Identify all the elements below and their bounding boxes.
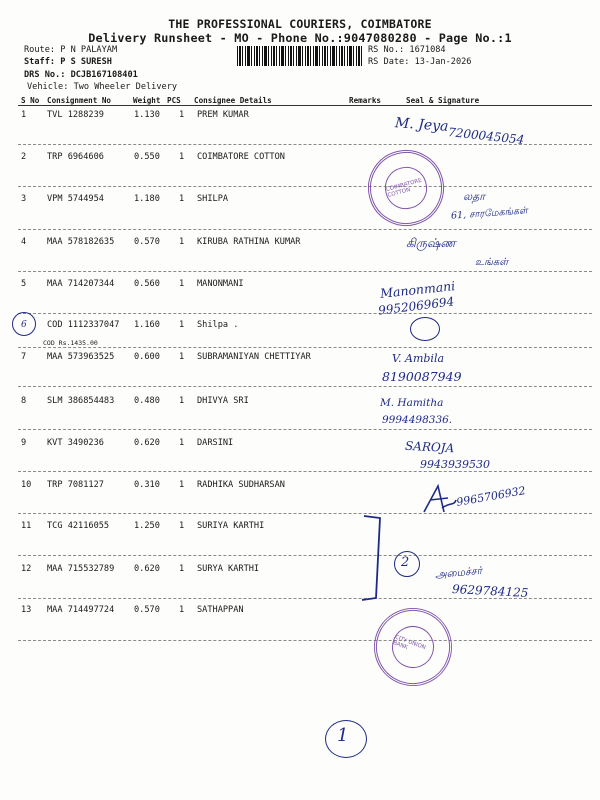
- col-seal: Seal & Signature: [406, 96, 480, 105]
- row6-initial-mark: [410, 317, 440, 341]
- signature-row5-name: Manonmani: [379, 278, 456, 301]
- signature-row10-scribble: [420, 482, 460, 516]
- row-pcs: 1: [179, 521, 185, 531]
- row-weight: 0.550: [134, 152, 160, 162]
- row-consignment: TRP 7081127: [47, 480, 104, 490]
- row-pcs: 1: [179, 320, 185, 330]
- signature-row4-name: கிருஷ்ண: [406, 236, 456, 250]
- row-consignee: RADHIKA SUDHARSAN: [197, 480, 285, 490]
- row-weight: 0.560: [134, 279, 160, 289]
- row-consignee: SATHAPPAN: [197, 605, 244, 615]
- row-consignee: DHIVYA SRI: [197, 396, 249, 406]
- row-consignment: MAA 714497724: [47, 605, 115, 615]
- row6-circle-mark: [12, 312, 36, 336]
- signature-row1-name: M. Jeya: [394, 115, 449, 135]
- stamp-inner-ring: [386, 620, 440, 674]
- signature-row9-name: SAROJA: [404, 438, 455, 456]
- col-sno: S No: [21, 96, 40, 105]
- staff-label: Staff: P S SURESH: [24, 57, 112, 67]
- row-consignment: TVL 1288239: [47, 110, 104, 120]
- row-sno: 7: [21, 352, 27, 362]
- row-consignment: SLM 386854483: [47, 396, 115, 406]
- row-consignee: SURIYA KARTHI: [197, 521, 265, 531]
- row-sno: 9: [21, 438, 27, 448]
- row-consignee: SURYA KARTHI: [197, 564, 260, 574]
- row-sno: 8: [21, 396, 27, 406]
- stamp-text: COIMBATORE COTTON: [385, 177, 423, 199]
- row12-circle-number: 2: [401, 555, 410, 570]
- row-pcs: 1: [179, 152, 185, 162]
- vehicle-label: Vehicle: Two Wheeler Delivery: [27, 82, 178, 92]
- signature-row5-phone: 9952069694: [377, 294, 455, 318]
- rs-date: RS Date: 13-Jan-2026: [368, 57, 472, 67]
- row-sno: 13: [21, 605, 32, 615]
- signature-row8-name: M. Hamitha: [380, 397, 444, 409]
- row-weight: 1.160: [134, 320, 160, 330]
- row-divider: [18, 186, 592, 187]
- drs-label: DRS No.: DCJB167108401: [24, 70, 138, 80]
- row-sno: 3: [21, 194, 27, 204]
- row-pcs: 1: [179, 438, 185, 448]
- row-weight: 0.570: [134, 605, 160, 615]
- row-sno: 1: [21, 110, 27, 120]
- row-weight: 1.130: [134, 110, 160, 120]
- runsheet-subtitle: Delivery Runsheet - MO - Phone No.:9047080280 - Page No.:1: [88, 31, 512, 45]
- signature-row7-phone: 8190087949: [382, 369, 462, 384]
- row-divider: [18, 555, 592, 556]
- row-divider: [18, 313, 592, 314]
- row-sno: 12: [21, 564, 32, 574]
- signature-row8-phone: 9994498336.: [382, 414, 453, 426]
- row-divider: [18, 347, 592, 348]
- signature-row3-name: லதா: [463, 190, 486, 203]
- row-weight: 1.180: [134, 194, 160, 204]
- row-consignee: PREM KUMAR: [197, 110, 249, 120]
- row-weight: 1.250: [134, 521, 160, 531]
- signature-row7-name: V. Ambila: [392, 352, 445, 365]
- cod-amount-note: COD Rs.1435.00: [43, 339, 98, 347]
- barcode: [237, 46, 363, 66]
- signature-row10-phone: 9965706932: [455, 484, 527, 509]
- row-sno: 2: [21, 152, 27, 162]
- row-consignment: MAA 573963525: [47, 352, 115, 362]
- row-consignment: KVT 3490236: [47, 438, 104, 448]
- signature-row12-phone: 9629784125: [451, 582, 529, 600]
- row-divider: [18, 471, 592, 472]
- stamp-inner-ring: [381, 163, 431, 213]
- row-divider: [18, 640, 592, 641]
- row-consignee: KIRUBA RATHINA KUMAR: [197, 237, 301, 247]
- row-weight: 0.620: [134, 438, 160, 448]
- row-divider: [18, 513, 592, 514]
- bracket-mark: [360, 512, 392, 604]
- header-rule: [18, 105, 592, 106]
- row-consignee: DARSINI: [197, 438, 234, 448]
- row-sno: 11: [21, 521, 32, 531]
- row-divider: [18, 229, 592, 230]
- rs-number: RS No.: 1671084: [368, 45, 446, 55]
- row-consignment: MAA 715532789: [47, 564, 115, 574]
- signature-row4-address: உங்கள்: [475, 257, 509, 268]
- row-pcs: 1: [179, 352, 185, 362]
- col-pcs: PCS: [167, 96, 181, 105]
- row-consignee: SUBRAMANIYAN CHETTIYAR: [197, 352, 311, 362]
- row-pcs: 1: [179, 480, 185, 490]
- company-title: THE PROFESSIONAL COURIERS, COIMBATORE: [168, 17, 432, 31]
- row-consignment: VPM 5744954: [47, 194, 104, 204]
- row-sno: 4: [21, 237, 27, 247]
- row-pcs: 1: [179, 564, 185, 574]
- row-divider: [18, 271, 592, 272]
- row-pcs: 1: [179, 237, 185, 247]
- row-pcs: 1: [179, 605, 185, 615]
- row-divider: [18, 429, 592, 430]
- route-label: Route: P N PALAYAM: [24, 45, 118, 55]
- row-pcs: 1: [179, 194, 185, 204]
- row-consignment: TRP 6964606: [47, 152, 104, 162]
- row-sno: 10: [21, 480, 32, 490]
- row-consignment: COD 1112337047: [47, 320, 120, 330]
- row-pcs: 1: [179, 396, 185, 406]
- row-sno: 5: [21, 279, 27, 289]
- row-consignee: MANONMANI: [197, 279, 244, 289]
- footer-circle-number: 1: [337, 725, 349, 746]
- row-pcs: 1: [179, 279, 185, 289]
- stamp-text: CITY UNION BANK: [392, 634, 427, 652]
- col-consignment: Consignment No: [47, 96, 112, 105]
- row-weight: 0.620: [134, 564, 160, 574]
- row-weight: 0.480: [134, 396, 160, 406]
- row-circle-number: 6: [21, 320, 27, 330]
- row-consignee: COIMBATORE COTTON: [197, 152, 285, 162]
- row-consignment: MAA 714207344: [47, 279, 115, 289]
- row-divider: [18, 386, 592, 387]
- bank-stamp: [363, 597, 463, 697]
- row-weight: 0.570: [134, 237, 160, 247]
- row-weight: 0.600: [134, 352, 160, 362]
- row-consignee: Shilpa .: [197, 320, 239, 330]
- signature-row12-name: அமைச்சர்: [434, 564, 483, 582]
- signature-row9-phone: 9943939530: [420, 458, 490, 471]
- company-stamp: [359, 141, 452, 234]
- col-consignee: Consignee Details: [194, 96, 272, 105]
- col-weight: Weight: [133, 96, 161, 105]
- row-weight: 0.310: [134, 480, 160, 490]
- row-consignment: MAA 578182635: [47, 237, 115, 247]
- signature-row3-address: 61, சாரமேகங்கள்: [450, 205, 528, 222]
- row-consignment: TCG 42116055: [47, 521, 110, 531]
- row-consignee: SHILPA: [197, 194, 229, 204]
- col-remarks: Remarks: [349, 96, 382, 105]
- row-pcs: 1: [179, 110, 185, 120]
- signature-row1-phone: 7200045054: [447, 125, 525, 147]
